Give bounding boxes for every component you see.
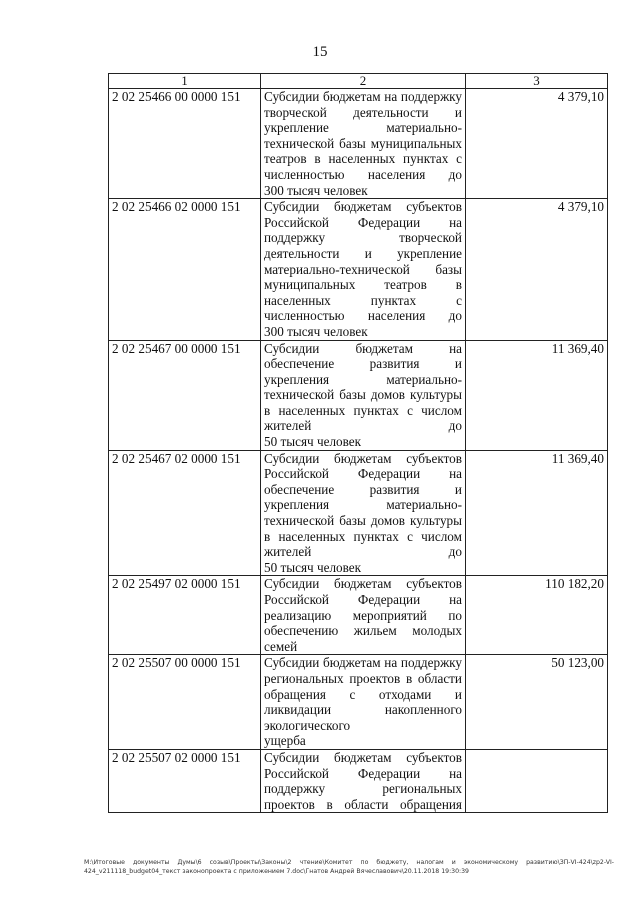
table-row (109, 199, 608, 340)
revenue-amount: 110 182,20 (466, 576, 608, 655)
revenue-name-last-line: ущерба (264, 733, 306, 749)
revenue-name-text: Субсидии бюджетам субъектов Российской Федерации на реализацию мероприятий по обеспечению жильем молодых (264, 576, 462, 639)
revenue-name-text: Субсидии бюджетам субъектов Российской Федерации на поддержку региональных проектов в области обращения (264, 749, 462, 812)
budget-code: 2 02 25466 02 0000 151 (109, 199, 261, 340)
column-header: 1 (109, 74, 261, 89)
revenue-name (261, 450, 466, 576)
budget-code: 2 02 25507 02 0000 151 (109, 749, 261, 812)
revenue-amount: 11 369,40 (466, 450, 608, 576)
budget-code: 2 02 25467 00 0000 151 (109, 340, 261, 450)
revenue-name-text: Субсидии бюджетам на поддержку региональных проектов в области обращения с отходами и ликвидации накопленного экологического (264, 655, 462, 733)
revenue-name-last-line: семей (264, 638, 298, 654)
table-row (109, 450, 608, 576)
revenue-name (261, 340, 466, 450)
revenue-name-last-line: 50 тысяч человек (264, 559, 362, 575)
revenue-amount: 4 379,10 (466, 199, 608, 340)
table-header-row (109, 74, 608, 89)
revenue-amount: 50 123,00 (466, 655, 608, 750)
table-row (109, 340, 608, 450)
revenue-name-last-line: 50 тысяч человек (264, 434, 362, 450)
table-row (109, 749, 608, 812)
revenue-name (261, 655, 466, 750)
revenue-amount (466, 749, 608, 812)
revenue-name-text: Субсидии бюджетам на обеспечение развития и укрепления материально-технической базы домов культуры в населенных пунктах с числом жителей до (264, 340, 462, 434)
column-header: 3 (466, 74, 608, 89)
page-number: 15 (312, 44, 328, 60)
revenue-amount: 4 379,10 (466, 89, 608, 199)
budget-code: 2 02 25507 00 0000 151 (109, 655, 261, 750)
budget-code: 2 02 25467 02 0000 151 (109, 450, 261, 576)
column-header: 2 (261, 74, 466, 89)
revenue-table (108, 73, 608, 813)
table-row (109, 89, 608, 199)
budget-code: 2 02 25466 00 0000 151 (109, 89, 261, 199)
table-row (109, 655, 608, 750)
footer-file-path: M:\Итоговые документы Думы\6 созыв\Проекты\Законы\2 чтение\Комитет по бюджету, налогам и экономическому развитию\ЗП-VI-424\zp2-VI-424_v211118_budget04_текст законопроекта с приложением 7.doc\Гнатов Андрей Вячеславович\20.11.2018 19:30:39 (84, 859, 614, 875)
revenue-name (261, 576, 466, 655)
revenue-name (261, 89, 466, 199)
revenue-name-text: Субсидии бюджетам субъектов Российской Федерации на обеспечение развития и укрепления материально-технической базы домов культуры в населенных пунктах с числом жителей до (264, 450, 462, 560)
revenue-name (261, 199, 466, 340)
revenue-amount: 11 369,40 (466, 340, 608, 450)
revenue-name-last-line: 300 тысяч человек (264, 182, 368, 198)
revenue-name-text: Субсидии бюджетам субъектов Российской Федерации на поддержку творческой деятельности и укрепление материально-технической базы муниципальных театров в населенных пунктах с численностью населения до (264, 199, 462, 324)
revenue-name-last-line: 300 тысяч человек (264, 323, 368, 339)
budget-code: 2 02 25497 02 0000 151 (109, 576, 261, 655)
table-row (109, 576, 608, 655)
revenue-name-text: Субсидии бюджетам на поддержку творческой деятельности и укрепление материально-технической базы муниципальных театров в населенных пунктах с численностью населения до (264, 89, 462, 182)
revenue-name (261, 749, 466, 812)
